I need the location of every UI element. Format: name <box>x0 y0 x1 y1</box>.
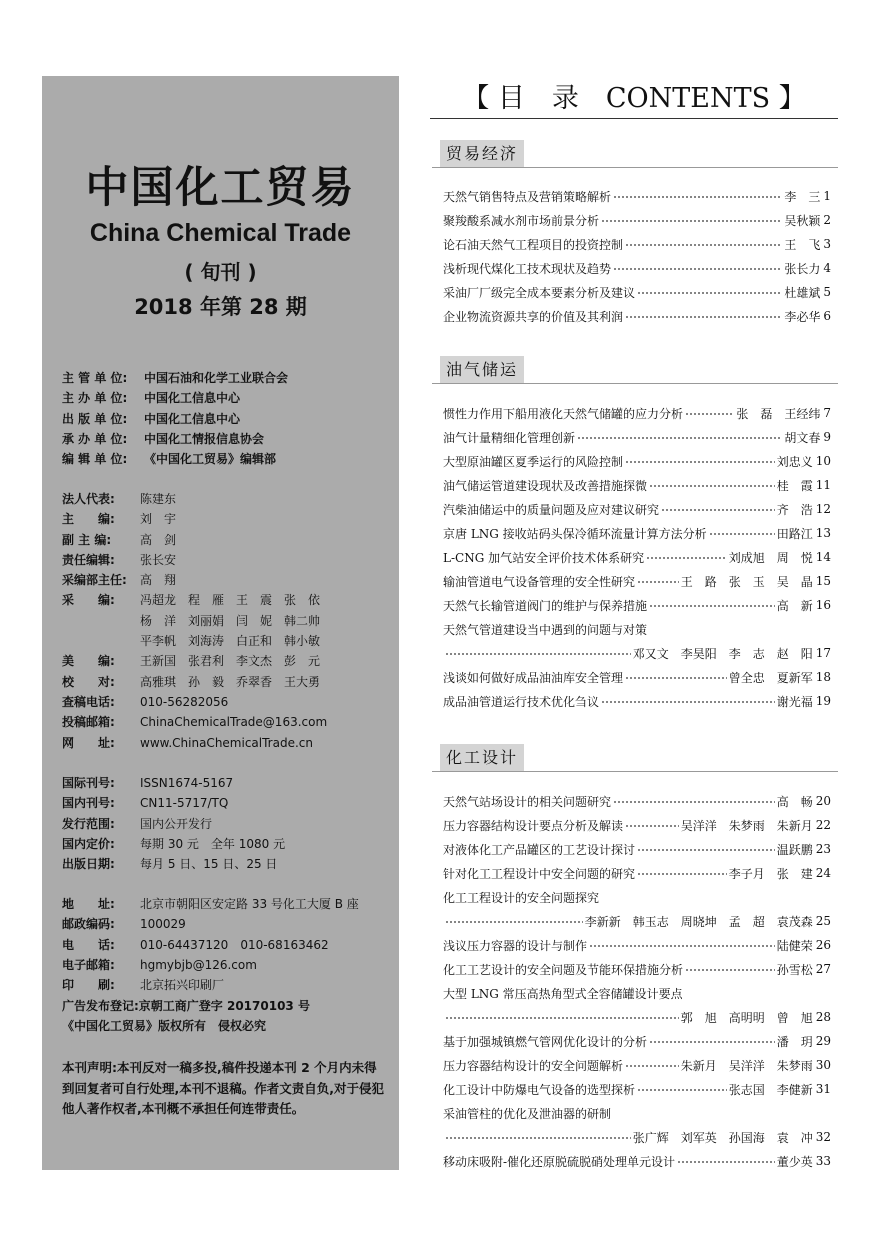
info-row <box>62 590 327 610</box>
info-label: 采 编: <box>62 593 115 608</box>
info-label: 国际刊号: <box>62 776 115 790</box>
toc-entry[interactable] <box>443 569 831 593</box>
info-value: 010-64437120 010-68163462 <box>140 937 329 952</box>
ad-copyright-info <box>62 996 310 1037</box>
contents-header: 【 目 录 CONTENTS 】 <box>462 83 806 114</box>
toc-title: 成品油管道运行技术优化刍议 <box>443 694 600 709</box>
toc-entry[interactable] <box>443 449 831 473</box>
toc-title: 天然气长输管道阀门的维护与保养措施 <box>443 598 648 613</box>
dot-leader <box>649 476 775 488</box>
toc-page-number: 12 <box>815 502 831 516</box>
info-value: 《中国化工贸易》编辑部 <box>144 452 277 467</box>
section-heading: 化工设计 <box>440 744 524 771</box>
dot-leader <box>637 572 679 584</box>
toc-authors: 谢光福 <box>776 694 813 709</box>
info-label: 采编部主任: <box>62 573 127 588</box>
toc-page-number: 24 <box>815 866 831 880</box>
dot-leader <box>625 307 782 319</box>
toc-title: 移动床吸附-催化还原脱硫脱硝处理单元设计 <box>443 1154 676 1169</box>
toc-entry[interactable] <box>443 837 831 861</box>
toc-authors: 田路江 <box>776 526 813 541</box>
toc-title: 化工工程设计的安全问题探究 <box>443 890 600 905</box>
info-label: 网 址: <box>62 735 115 750</box>
magazine-issue: 2018 年第 28 期 <box>134 295 307 319</box>
info-value: 北京拓兴印刷厂 <box>140 978 225 993</box>
dot-leader <box>613 259 782 271</box>
dot-leader <box>445 1128 631 1140</box>
toc-page-number: 22 <box>815 818 831 832</box>
toc-entry[interactable] <box>443 789 831 813</box>
dot-leader <box>685 404 734 416</box>
toc-title: 天然气销售特点及营销策略解析 <box>443 189 612 204</box>
toc-entry[interactable] <box>443 909 831 933</box>
toc-title: 油气计量精细化管理创新 <box>443 430 576 445</box>
section-rule <box>432 383 838 384</box>
toc-authors: 刘成旭 周 悦 <box>728 550 813 565</box>
info-value: 高 翔 <box>140 573 177 588</box>
info-value: www.ChinaChemicalTrade.cn <box>140 735 313 750</box>
info-value: 每月 5 日、15 日、25 日 <box>140 857 278 872</box>
toc-authors: 高 畅 <box>776 794 813 809</box>
dot-leader <box>661 500 775 512</box>
toc-authors: 张志国 李健新 <box>728 1082 813 1097</box>
info-label: 校 对: <box>62 674 115 689</box>
editorial-staff-info <box>62 489 327 753</box>
info-value: 中国化工信息中心 <box>144 411 241 426</box>
toc-page-number: 16 <box>815 598 831 612</box>
toc-entry[interactable] <box>443 617 831 641</box>
dot-leader <box>625 235 782 247</box>
toc-page-number: 11 <box>815 478 831 492</box>
dot-leader <box>601 211 782 223</box>
toc-authors: 孙雪松 <box>776 962 813 977</box>
info-value: 王新国 张君利 李文杰 彭 元 <box>140 654 321 669</box>
info-row <box>62 793 285 813</box>
toc-entry[interactable] <box>443 1149 831 1173</box>
toc-entry[interactable] <box>443 280 831 304</box>
info-row <box>62 530 327 550</box>
toc-title: 大型 LNG 常压高热角型式全容储罐设计要点 <box>443 986 683 1001</box>
info-value: 010-56282056 <box>140 694 229 709</box>
info-label: 承 办 单 位: <box>62 431 128 446</box>
journal-notice: 本刊声明:本刊反对一稿多投,稿件投递本刊 2 个月内未得到回复者可自行处理,本刊不退稿。作者文责自负,对于侵犯他人著作权者,本刊概不承担任何连带责任。 <box>62 1060 384 1116</box>
toc-title: 惯性力作用下船用液化天然气储罐的应力分析 <box>443 406 684 421</box>
toc-title: 浅谈如何做好成品油油库安全管理 <box>443 670 624 685</box>
info-row <box>62 935 359 955</box>
dot-leader <box>649 1032 775 1044</box>
ad-registration: 广告发布登记:京朝工商广登字 20170103 号 <box>62 999 310 1013</box>
info-label: 投稿邮箱: <box>62 715 115 730</box>
toc-entry[interactable] <box>443 593 831 617</box>
dot-leader <box>445 1008 679 1020</box>
toc-entry[interactable] <box>443 497 831 521</box>
toc-authors: 桂 霞 <box>776 478 813 493</box>
info-value: CN11-5717/TQ <box>140 796 229 811</box>
info-value: 高雅琪 孙 毅 乔翠香 王大勇 <box>140 674 321 689</box>
toc-page-number: 30 <box>815 1058 831 1072</box>
toc-authors: 邓又文 李昊阳 李 志 赵 阳 <box>632 646 813 661</box>
dot-leader <box>625 452 775 464</box>
dot-leader <box>445 912 583 924</box>
toc-title: 输油管道电气设备管理的安全性研究 <box>443 574 636 589</box>
info-row <box>62 773 285 793</box>
dot-leader <box>637 1080 727 1092</box>
info-value: 中国化工情报信息协会 <box>144 431 265 446</box>
toc-authors: 王 路 张 玉 吴 晶 <box>680 574 813 589</box>
toc-page-number: 17 <box>815 646 831 660</box>
info-value: 冯超龙 程 雁 王 震 张 依 <box>140 593 321 608</box>
toc-page-number: 15 <box>815 574 831 588</box>
toc-entry[interactable] <box>443 232 831 256</box>
toc-entry[interactable] <box>443 425 831 449</box>
toc-page-number: 2 <box>823 213 831 227</box>
info-label: 印 刷: <box>62 978 115 993</box>
toc-authors: 曾全忠 夏新军 <box>728 670 813 685</box>
dot-leader <box>445 644 631 656</box>
toc-entry[interactable] <box>443 304 831 328</box>
toc-title: 针对化工工程设计中安全问题的研究 <box>443 866 636 881</box>
toc-authors: 张长力 <box>784 261 821 276</box>
info-value: ChinaChemicalTrade@163.com <box>140 715 328 730</box>
info-label: 国内定价: <box>62 836 115 851</box>
info-row <box>62 955 359 975</box>
toc-entry[interactable] <box>443 473 831 497</box>
toc-title: 压力容器结构设计的安全问题解析 <box>443 1058 624 1073</box>
toc-title: 对液体化工产品罐区的工艺设计探讨 <box>443 842 636 857</box>
info-row <box>62 550 327 570</box>
toc-entry[interactable] <box>443 1005 831 1029</box>
toc-title: L-CNG 加气站安全评价技术体系研究 <box>443 550 645 565</box>
magazine-frequency: ( 旬刊 ) <box>184 260 257 284</box>
info-label: 查稿电话: <box>62 694 115 709</box>
toc-title: 化工工艺设计的安全问题及节能环保措施分析 <box>443 962 684 977</box>
info-row <box>62 388 288 408</box>
info-label: 主 编: <box>62 512 115 527</box>
toc-entry[interactable] <box>443 957 831 981</box>
info-value: 张长安 <box>140 552 177 567</box>
toc-page-number: 33 <box>815 1154 831 1168</box>
info-value: 陈建东 <box>140 492 177 506</box>
info-row <box>62 449 288 469</box>
toc-authors: 董少英 <box>776 1154 813 1169</box>
toc-list-chemical-design <box>443 789 831 1173</box>
info-row <box>62 712 327 732</box>
toc-authors: 张 磊 王经纬 <box>736 406 821 421</box>
toc-page-number: 7 <box>823 406 831 420</box>
toc-entry[interactable] <box>443 1125 831 1149</box>
info-row <box>62 489 327 509</box>
toc-entry[interactable] <box>443 981 831 1005</box>
info-label: 法人代表: <box>62 492 115 506</box>
toc-entry[interactable] <box>443 208 831 232</box>
toc-title: 京唐 LNG 接收站码头保冷循环流量计算方法分析 <box>443 526 707 541</box>
info-label: 美 编: <box>62 654 115 669</box>
publication-info <box>62 773 285 874</box>
toc-page-number: 3 <box>823 237 831 251</box>
toc-entry[interactable] <box>443 184 831 208</box>
toc-page-number: 5 <box>823 285 831 299</box>
toc-title: 压力容器结构设计要点分析及解读 <box>443 818 624 833</box>
toc-title: 基于加强城镇燃气管网优化设计的分析 <box>443 1034 648 1049</box>
info-value: 国内公开发行 <box>140 816 213 831</box>
toc-entry[interactable] <box>443 933 831 957</box>
info-value: 刘 宇 <box>140 512 177 527</box>
toc-authors: 李新新 韩玉志 周晓坤 孟 超 袁茂森 <box>584 914 813 929</box>
info-row <box>62 854 285 874</box>
toc-entry[interactable] <box>443 1077 831 1101</box>
publisher-info <box>62 368 288 469</box>
toc-entry[interactable] <box>443 1029 831 1053</box>
toc-page-number: 1 <box>823 189 831 203</box>
toc-entry[interactable] <box>443 256 831 280</box>
dot-leader <box>625 816 679 828</box>
info-row <box>62 975 359 995</box>
dot-leader <box>646 548 727 560</box>
toc-entry[interactable] <box>443 1053 831 1077</box>
toc-title: 论石油天然气工程项目的投资控制 <box>443 237 624 252</box>
toc-entry[interactable] <box>443 861 831 885</box>
toc-page-number: 20 <box>815 794 831 808</box>
section-rule <box>432 771 838 772</box>
info-value: 高 剑 <box>140 532 177 547</box>
info-label: 邮政编码: <box>62 917 115 932</box>
toc-entry[interactable] <box>443 641 831 665</box>
info-row <box>62 429 288 449</box>
info-row <box>62 611 327 631</box>
toc-authors: 李 三 <box>784 189 821 204</box>
dot-leader <box>613 792 775 804</box>
info-row <box>62 631 327 651</box>
toc-authors: 刘忠义 <box>776 454 813 469</box>
info-label <box>62 611 140 631</box>
info-label: 主 办 单 位: <box>62 391 128 406</box>
info-value: 北京市朝阳区安定路 33 号化工大厦 B 座 <box>140 897 359 911</box>
toc-authors: 朱新月 吴洋洋 朱梦雨 <box>680 1058 813 1073</box>
toc-title: 天然气管道建设当中遇到的问题与对策 <box>443 622 648 637</box>
toc-authors: 吴洋洋 朱梦雨 朱新月 <box>680 818 813 833</box>
info-value: 中国化工信息中心 <box>144 391 241 406</box>
toc-title: 汽柴油储运中的质量问题及应对建议研究 <box>443 502 660 517</box>
toc-page-number: 28 <box>815 1010 831 1024</box>
info-label: 副 主 编: <box>62 532 112 547</box>
info-row <box>62 509 327 529</box>
info-value: 杨 洋 刘丽娟 闫 妮 韩二帅 <box>140 613 321 628</box>
info-row <box>62 733 327 753</box>
toc-authors: 胡文春 <box>784 430 821 445</box>
info-row <box>62 914 359 934</box>
info-label: 主 管 单 位: <box>62 371 128 385</box>
toc-title: 大型原油罐区夏季运行的风险控制 <box>443 454 624 469</box>
info-value: 平李帆 刘海涛 白正和 韩小敏 <box>140 634 321 649</box>
toc-title: 采油管柱的优化及泄油器的研制 <box>443 1106 612 1121</box>
toc-authors: 温跃鹏 <box>776 842 813 857</box>
toc-page-number: 31 <box>815 1082 831 1096</box>
dot-leader <box>637 864 727 876</box>
masthead-panel <box>42 76 399 1170</box>
toc-page-number: 29 <box>815 1034 831 1048</box>
toc-page-number: 18 <box>815 670 831 684</box>
magazine-title-cn: 中国化工贸易 <box>85 163 356 213</box>
toc-entry[interactable] <box>443 545 831 569</box>
header-rule <box>430 118 838 119</box>
info-label: 国内刊号: <box>62 796 115 811</box>
toc-title: 企业物流资源共享的价值及其利润 <box>443 309 624 324</box>
info-label: 电 话: <box>62 937 115 952</box>
info-row <box>62 692 327 712</box>
info-label: 发行范围: <box>62 816 115 831</box>
toc-page-number: 14 <box>815 550 831 564</box>
toc-page-number: 25 <box>815 914 831 928</box>
info-row <box>62 651 327 671</box>
toc-page-number: 10 <box>815 454 831 468</box>
toc-authors: 齐 浩 <box>776 502 813 517</box>
info-value: 每期 30 元 全年 1080 元 <box>140 836 286 851</box>
toc-page-number: 27 <box>815 962 831 976</box>
dot-leader <box>637 840 775 852</box>
dot-leader <box>709 524 775 536</box>
info-label: 电子邮箱: <box>62 957 115 972</box>
info-value: 中国石油和化学工业联合会 <box>144 371 289 385</box>
info-label: 出 版 单 位: <box>62 411 128 426</box>
section-rule <box>432 167 838 168</box>
toc-authors: 吴秋颖 <box>784 213 821 228</box>
toc-title: 浅析现代煤化工技术现状及趋势 <box>443 261 612 276</box>
magazine-title-en: China Chemical Trade <box>89 219 352 247</box>
toc-entry[interactable] <box>443 521 831 545</box>
toc-page-number: 19 <box>815 694 831 708</box>
toc-entry[interactable] <box>443 401 831 425</box>
toc-authors: 高 新 <box>776 598 813 613</box>
info-value: hgmybjb@126.com <box>140 957 257 972</box>
toc-authors: 潘 玥 <box>776 1034 813 1049</box>
info-label: 地 址: <box>62 897 115 911</box>
toc-entry[interactable] <box>443 665 831 689</box>
info-row <box>62 894 359 914</box>
dot-leader <box>613 187 782 199</box>
toc-entry[interactable] <box>443 1101 831 1125</box>
toc-authors: 陆健荣 <box>776 938 813 953</box>
dot-leader <box>601 692 775 704</box>
dot-leader <box>685 960 775 972</box>
toc-authors: 杜雄斌 <box>784 285 821 300</box>
section-heading: 贸易经济 <box>440 140 524 167</box>
toc-title: 聚羧酸系减水剂市场前景分析 <box>443 213 600 228</box>
toc-list-trade-economy <box>443 184 831 328</box>
info-label <box>62 631 140 651</box>
toc-page-number: 32 <box>815 1130 831 1144</box>
toc-authors: 王 飞 <box>784 237 821 252</box>
toc-entry[interactable] <box>443 689 831 713</box>
dot-leader <box>625 1056 679 1068</box>
toc-authors: 李子月 张 建 <box>728 866 813 881</box>
toc-page-number: 23 <box>815 842 831 856</box>
info-label: 出版日期: <box>62 857 115 872</box>
toc-title: 采油厂厂级完全成本要素分析及建议 <box>443 285 636 300</box>
dot-leader <box>625 668 727 680</box>
toc-title: 浅议压力容器的设计与制作 <box>443 938 588 953</box>
toc-authors: 郭 旭 高明明 曾 旭 <box>680 1010 813 1025</box>
dot-leader <box>589 936 775 948</box>
toc-page-number: 6 <box>823 309 831 323</box>
info-row <box>62 368 288 388</box>
section-heading: 油气储运 <box>440 356 524 383</box>
toc-authors: 李必华 <box>784 309 821 324</box>
toc-entry[interactable] <box>443 813 831 837</box>
dot-leader <box>677 1152 775 1164</box>
toc-title: 天然气站场设计的相关问题研究 <box>443 794 612 809</box>
toc-page-number: 9 <box>823 430 831 444</box>
dot-leader <box>637 283 782 295</box>
dot-leader <box>649 596 775 608</box>
info-row <box>62 409 288 429</box>
info-row <box>62 814 285 834</box>
toc-entry[interactable] <box>443 885 831 909</box>
info-value: 100029 <box>140 917 186 932</box>
copyright-line: 《中国化工贸易》版权所有 侵权必究 <box>62 1019 267 1034</box>
contact-info <box>62 894 359 995</box>
toc-page-number: 13 <box>815 526 831 540</box>
toc-title: 油气储运管道建设现状及改善措施探微 <box>443 478 648 493</box>
toc-page-number: 26 <box>815 938 831 952</box>
toc-authors: 张广辉 刘军英 孙国海 袁 冲 <box>632 1130 813 1145</box>
dot-leader <box>577 428 782 440</box>
toc-page-number: 4 <box>823 261 831 275</box>
info-row <box>62 672 327 692</box>
toc-list-oil-gas-storage <box>443 401 831 713</box>
info-row <box>62 570 327 590</box>
info-row <box>62 834 285 854</box>
info-value: ISSN1674-5167 <box>140 776 234 790</box>
toc-title: 化工设计中防爆电气设备的选型探析 <box>443 1082 636 1097</box>
info-label: 责任编辑: <box>62 552 115 567</box>
info-label: 编 辑 单 位: <box>62 452 128 467</box>
